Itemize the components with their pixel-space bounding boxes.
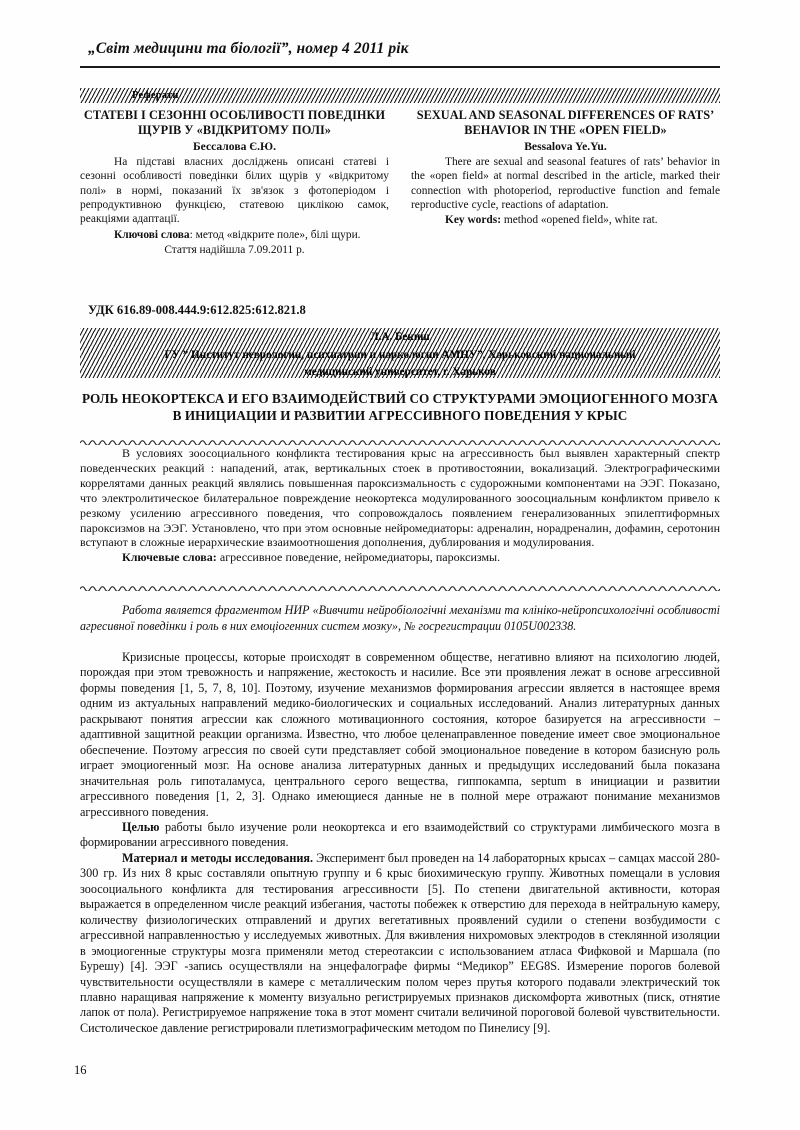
body-paragraph-2 [80,820,720,851]
abstract-right-title: SEXUAL AND SEASONAL DIFFERENCES OF RATS’ BEHAVIOR IN THE «OPEN FIELD» [416,108,715,138]
article-keywords-label: Ключевые слова: [122,550,217,565]
wavy-separator-bottom [80,584,720,591]
article-body [80,650,720,1036]
body-paragraph-2-lead: Целью [122,819,160,834]
page-number: 16 [74,1063,87,1077]
abstract-columns [80,108,720,258]
article-title: РОЛЬ НЕОКОРТЕКСА И ЕГО ВЗАИМОДЕЙСТВИЙ СО СТРУКТУРАМИ ЭМОЦИОГЕННОГО МОЗГА В ИНИЦИАЦИИ И РАЗВИТИИ АГРЕССИВНОГО ПОВЕДЕНИЯ У КРЫС [81,391,719,423]
author-affiliation-band [80,328,720,378]
article-summary [80,446,720,565]
rubric-label: Реферати [132,90,179,101]
abstract-left-keywords-label: Ключові слова [114,228,190,241]
abstract-right-keywords [411,213,720,227]
article-affiliation-line-2: медицинский университет, г. Харьков [304,366,496,378]
header-rule [80,66,720,68]
abstract-left-column [80,108,389,258]
abstract-left-received-date: Стаття надійшла 7.09.2011 р. [164,244,305,257]
rubric-band [80,88,720,103]
article-affiliation-line-1: ГУ ” Институт неврологии, психиатрии и наркологии АМНУ”, Харьковский национальный [164,348,636,361]
article-author: Л.А. Бекиш [370,331,430,343]
body-paragraph-1-text: Кризисные процессы, которые происходят в современном обществе, негативно влияют на психологию людей, порождая при этом тревожность и напряжение, жестокость и насилие. Все эти проявления лежат в основе агрессивной формы поведения [1, 5, 7, 8, 10]. Поэтому, изучение механизмов формирования агрессии является в настоящее время одним из актуальных направлений медико-биологических и социальных исследований. Анализ литературных данных раскрывают понятия агрессии как сложного мотивационного состояния, которое базируется на агрессивности – адаптивной защитной реакции организма. Известно, что любое целенаправленное поведение имеет свое эмоциональное обеспечение. Поэтому агрессия по своей сути представляет собой эмоциональное поведение в котором базисную роль играет эмоциогенный мозг. На основе анализа литературных данных и предыдущих исследований была показана значительная роль гипоталамуса, центрального серого вещества, гиппокампа, septum в инициации и развитии агрессивного поведения [1, 2, 3]. Однако имеющиеся данные не в полной мере отражают понимание механизмов агрессивного поведения. [80,650,720,819]
body-paragraph-3-lead: Материал и методы исследования. [122,850,314,865]
abstract-right-column [411,108,720,258]
article-summary-text: В условиях зоосоциального конфликта тестирования крыс на агрессивность был выявлен характерный спектр поведенческих реакций : нападений, атак, вертикальных стоек в противостоянии, вокализаций. Электрографическими коррелятами данных реакций являлись повышенная пароксизмальность с судорожными компонентами на ЭЭГ. Показано, что электролитическое билатеральное повреждение неокортекса модулированного зоосоциальным конфликтом привело к резкому усилению агрессивного поведения, что сопровождалось появлением генерализованных эпилептиформных пароксизмов на ЭЭГ. Установлено, что при этом основные нейромедиаторы: адреналин, норадреналин, дофамин, серотонин вступают в сложные иерархические взаимоотношения дополнения, дублирования и модулирования. [80,446,720,550]
abstract-left-keywords-value: : метод «відкрите поле», білі щури. [189,228,361,241]
body-paragraph-2-text: работы было изучение роли неокортекса и его взаимодействий со структурами лимбического мозга в формировании агрессивного поведения. [80,819,720,850]
abstract-right-keywords-value: method «opened field», white rat. [501,214,658,227]
body-paragraph-1 [80,650,720,820]
wavy-separator-top [80,438,720,445]
article-keywords-value: агрессивное поведение, нейромедиаторы, пароксизмы. [216,550,501,565]
abstract-left-keywords [80,228,389,242]
abstract-right-keywords-label: Key words: [445,214,501,227]
abstract-left-author: Бессалова Є.Ю. [193,139,276,153]
running-header-title: „Світ медицини та біології”, номер 4 2011 рік [88,40,409,57]
abstract-left-title: СТАТЕВІ І СЕЗОННІ ОСОБЛИВОСТІ ПОВЕДІНКИ ЩУРІВ У «ВІДКРИТОМУ ПОЛІ» [83,108,386,138]
abstract-left-body: На підставі власних досліджень описані статеві і сезонні особливості поведінки білих щурів у «відкритому полі» в нормі, показаний їх зв'язок з фотоперіодом і репродуктивною функцією, статевою циклікою самок, реакціями адаптації. [80,155,389,226]
funding-note: Работа является фрагментом НИР «Вивчити нейробіологічні механізми та клініко-нейропсихологічні особливості агресивної поведінки і роль в них емоціогенних систем мозку», № госрегистрации 0105U002338. [80,603,720,633]
article-keywords [80,550,720,565]
abstract-right-author: Bessalova Ye.Yu. [524,139,607,153]
udc-code: УДК 616.89-008.444.9:612.825:612.821.8 [88,303,306,317]
body-paragraph-3 [80,851,720,1036]
body-paragraph-3-text: Эксперимент был проведен на 14 лабораторных крысах – самцах массой 280-300 гр. Из них 8 крыс составляли опытную группу и 6 крыс биохимическую группу. Животных помещали в условия зоосоциального конфликта для тестирования агрессивности [5]. По степени двигательной активности, которая выражается в определенном числе реакций избегания, частоты побежек к отверстию для перехода в нейтральную камеру, количеству физиологических отправлений и других вегетативных проявлений судили о степени возбудимости с агрессивной направленностью у исследуемых животных. Для вживления нихромовых электродов в стеклянной изоляции в эмоциогенные структуры мозга применяли метод стереотаксии с использованием атласа Фифковой и Маршала (по Бурешу) [4]. ЭЭГ -запись осуществляли на энцефалографе фирмы “Медикор” EEG8S. Измерение порогов болевой чувствительности осуществляли в камере с металлическим полом через прутья которого подавали электрический ток плавно наращивая напряжение к моменту визуально регистрируемых признаков дискомфорта животных (писк, отнятие лапок от пола). Регистрируемое напряжение тока в этот момент считали величиной пороговой болевой чувствительности. Систолическое давление регистрировали плетизмографическим методом по Пинелису [9]. [80,850,720,1035]
abstract-right-body: There are sexual and seasonal features of rats’ behavior in the «open field» at normal described in the article, marked their connection with photoperiod, reproductive function and female reproductive cycle, reactions of adaptation. [411,155,720,212]
